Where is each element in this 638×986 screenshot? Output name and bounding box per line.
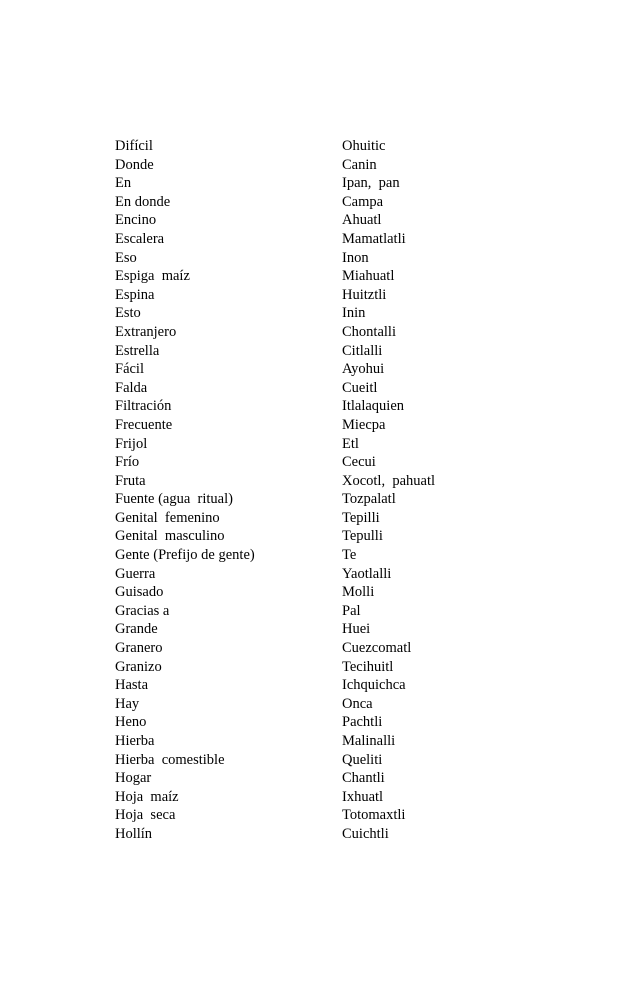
spanish-term: Fuente (agua ritual) [115,491,233,508]
glossary-row [115,174,495,193]
glossary-row [115,416,495,435]
nahuatl-translation: Inin [342,305,366,322]
spanish-term: Granero [115,640,163,657]
glossary-row [115,695,495,714]
glossary-row [115,788,495,807]
glossary-row [115,713,495,732]
spanish-term: Esto [115,305,141,322]
glossary-row [115,156,495,175]
spanish-term: Guisado [115,584,164,601]
glossary-row [115,509,495,528]
nahuatl-translation: Pal [342,602,361,619]
glossary-row [115,472,495,491]
nahuatl-translation: Miecpa [342,416,386,433]
glossary-row [115,732,495,751]
glossary-row [115,658,495,677]
glossary-row [115,230,495,249]
nahuatl-translation: Canin [342,156,377,173]
glossary-row [115,211,495,230]
nahuatl-translation: Xocotl, pahuatl [342,472,436,489]
nahuatl-translation: Chontalli [342,323,396,340]
spanish-term: Espiga maíz [115,268,190,285]
spanish-term: Granizo [115,658,162,675]
spanish-term: Gracias a [115,602,170,619]
glossary-row [115,751,495,770]
spanish-term: Fácil [115,361,144,378]
spanish-term: Falda [115,379,148,396]
nahuatl-translation: Cuezcomatl [342,640,412,657]
nahuatl-translation: Huei [342,621,371,638]
glossary-row [115,527,495,546]
nahuatl-translation: Cueitl [342,379,378,396]
glossary-row [115,397,495,416]
nahuatl-translation: Tepulli [342,528,383,545]
glossary-row [115,769,495,788]
glossary-row [115,676,495,695]
spanish-term: Encino [115,212,157,229]
glossary-row [115,193,495,212]
glossary-row [115,490,495,509]
spanish-term: Gente (Prefijo de gente) [115,547,255,564]
nahuatl-translation: Itlalaquien [342,398,405,415]
nahuatl-translation: Molli [342,584,375,601]
spanish-term: Estrella [115,342,160,359]
glossary-row [115,137,495,156]
nahuatl-translation: Yaotlalli [342,565,392,582]
glossary-row [115,583,495,602]
spanish-term: Hay [115,695,140,712]
nahuatl-translation: Tecihuitl [342,658,394,675]
spanish-term: Escalera [115,230,165,247]
spanish-term: En [115,175,132,192]
glossary-row [115,620,495,639]
nahuatl-translation: Citlalli [342,342,383,359]
nahuatl-translation: Malinalli [342,733,396,749]
spanish-term: Extranjero [115,323,177,340]
spanish-term: Hasta [115,677,149,694]
glossary-row [115,639,495,658]
spanish-term: Hollín [115,825,153,842]
glossary-row [115,435,495,454]
nahuatl-translation: Cuichtli [342,825,389,842]
spanish-term: Genital masculino [115,528,225,545]
nahuatl-translation: Onca [342,695,373,712]
spanish-term: Fruta [115,472,146,489]
spanish-term: Difícil [115,138,153,154]
nahuatl-translation: Huitztli [342,286,387,303]
nahuatl-translation: Ayohui [342,361,385,378]
spanish-term: Hoja maíz [115,788,179,805]
glossary-row [115,286,495,305]
nahuatl-translation: Tozpalatl [342,491,396,508]
spanish-term: Hierba comestible [115,751,225,768]
glossary-row [115,806,495,825]
nahuatl-translation: Cecui [342,454,376,471]
glossary-row [115,267,495,286]
spanish-term: Hogar [115,770,152,787]
spanish-term: Genital femenino [115,509,220,526]
spanish-term: Frijol [115,435,148,452]
nahuatl-translation: Pachtli [342,714,383,731]
spanish-term: Filtración [115,398,172,415]
nahuatl-translation: Miahuatl [342,268,395,285]
glossary-row [115,825,495,844]
glossary-row [115,565,495,584]
nahuatl-translation: Mamatlatli [342,230,406,247]
nahuatl-translation: Campa [342,193,384,210]
spanish-term: Heno [115,714,147,731]
glossary-row [115,342,495,361]
nahuatl-translation: Ahuatl [342,212,382,229]
spanish-term: Frecuente [115,416,173,433]
nahuatl-translation: Inon [342,249,369,266]
glossary-row [115,546,495,565]
nahuatl-translation: Ixhuatl [342,788,384,805]
nahuatl-translation: Ohuitic [342,138,386,154]
glossary-row [115,249,495,268]
nahuatl-translation: Ichquichca [342,677,406,694]
nahuatl-translation: Totomaxtli [342,807,406,824]
glossary-row [115,360,495,379]
glossary-row [115,304,495,323]
nahuatl-translation: Chantli [342,770,385,787]
nahuatl-translation: Tepilli [342,509,380,526]
nahuatl-translation: Te [342,547,357,564]
spanish-term: Eso [115,249,137,266]
spanish-term: Guerra [115,565,156,582]
nahuatl-translation: Etl [342,435,359,452]
glossary-row [115,453,495,472]
glossary-row [115,602,495,621]
spanish-term: Frío [115,454,140,471]
spanish-term: Hierba [115,733,155,749]
spanish-term: En donde [115,193,171,210]
nahuatl-translation: Queliti [342,751,383,768]
glossary-list [115,137,495,844]
glossary-row [115,379,495,398]
spanish-term: Espina [115,286,155,303]
spanish-term: Donde [115,156,154,173]
spanish-term: Hoja seca [115,807,176,824]
spanish-term: Grande [115,621,158,638]
nahuatl-translation: Ipan, pan [342,175,400,192]
glossary-row [115,323,495,342]
